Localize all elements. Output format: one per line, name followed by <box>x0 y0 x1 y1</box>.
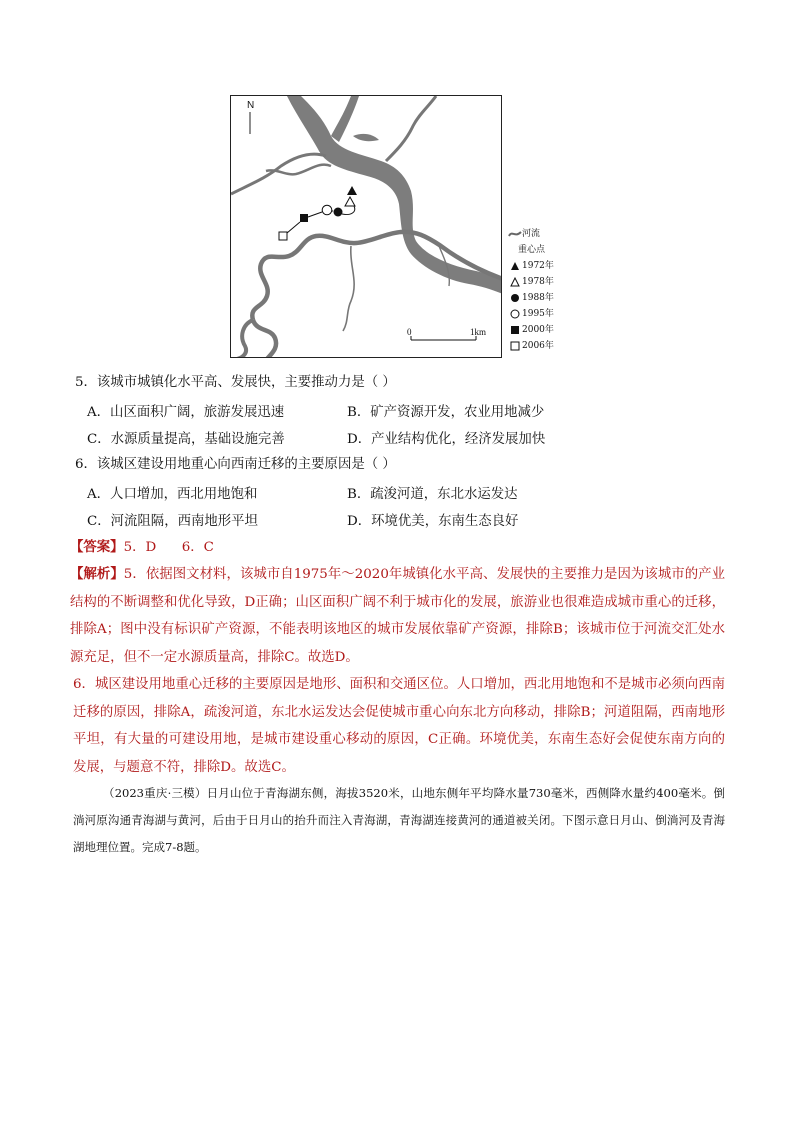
legend-1972 <box>508 258 554 274</box>
next-question-intro <box>73 780 725 861</box>
filled-triangle-icon <box>510 261 520 271</box>
legend-river <box>508 226 554 242</box>
river-branch-upper <box>331 96 359 142</box>
marker-2006 <box>279 232 287 240</box>
meandering-river <box>252 232 502 358</box>
marker-1995 <box>322 205 332 215</box>
tributary-south <box>343 246 354 331</box>
analysis-q5 <box>70 561 725 671</box>
question-5-stem: 5．该城市城镇化水平高、发展快，主要推动力是（ ） <box>75 375 396 390</box>
q6-option-b: B．疏浚河道，东北水运发达 <box>347 487 518 502</box>
river-icon <box>508 230 522 238</box>
legend-centroid-title: 重心点 <box>518 245 546 255</box>
q5-option-b: B．矿产资源开发，农业用地减少 <box>347 405 545 420</box>
legend-1995 <box>508 306 554 322</box>
analysis-q6: 6．城区建设用地重心迁移的主要原因是地形、面积和交通区位。人口增加，西北用地饱和不是城市必须向西南迁移的原因，排除A，疏浚河道，东北水运发达会促使城市重心向东北方向移动，排除B；河道阻隔，西南地形平坦，有大量的可建设用地，是城市建设重心移动的原因，C正确。环境优美，东南生态好会促使东南方向的发展，与题意不符，排除D。故选C。 <box>73 677 725 775</box>
map-legend <box>508 226 554 354</box>
legend-year-label: 1972年 <box>522 261 554 271</box>
marker-2000 <box>300 214 308 222</box>
legend-year-label: 2000年 <box>522 325 554 335</box>
legend-2006 <box>508 338 554 354</box>
q5-option-d: D．产业结构优化，经济发展加快 <box>347 432 546 447</box>
legend-river-label: 河流 <box>522 229 541 239</box>
map-drawing <box>231 96 502 358</box>
marker-1972 <box>347 186 357 195</box>
q5-option-c: C．水源质量提高，基础设施完善 <box>87 432 285 447</box>
legend-year-label: 2006年 <box>522 341 554 351</box>
scale-zero: 0 <box>407 327 412 337</box>
thin-river-north <box>386 96 436 161</box>
q6-option-d: D．环境优美，东南生态良好 <box>347 514 519 529</box>
answer-text: 5．D 6．C <box>123 540 214 555</box>
filled-circle-icon <box>510 293 520 303</box>
meandering-river-tail <box>237 320 253 358</box>
question-6-stem: 6．该城区建设用地重心向西南迁移的主要原因是（ ） <box>75 457 396 472</box>
analysis-q5-text: 5．依据图文材料，该城市自1975年～2020年城镇化水平高、发展快的主要推力是因为该城市的产业结构的不断调整和优化导致，D正确；山区面积广阔不利于城市化的发展，旅游业也很难造成城市重心的迁移，排除A；图中没有标识矿产资源，不能表明该地区的城市发展依靠矿产资源，排除B；该城市位于河流交汇处水源充足，但不一定水源质量高，排除C。故选D。 <box>70 567 725 665</box>
filled-square-icon <box>510 325 520 335</box>
marker-1988 <box>334 208 343 217</box>
hollow-square-icon <box>510 341 520 351</box>
q6-option-c: C．河流阻隔，西南地形平坦 <box>87 514 258 529</box>
legend-1988 <box>508 290 554 306</box>
hollow-triangle-icon <box>510 277 520 287</box>
q6-option-a: A．人口增加，西北用地饱和 <box>87 487 258 502</box>
intro-text: 日月山位于青海湖东侧，海拔3520米，山地东侧年平均降水量730毫米，西侧降水量约400毫米。倒淌河原沟通青海湖与黄河，后由于日月山的抬升而注入青海湖，青海湖连接黄河的通道被关闭。下图示意日月山、倒淌河及青海湖地理位置。完成7-8题。 <box>73 786 725 854</box>
legend-year-label: 1995年 <box>522 309 554 319</box>
answer-tag: 【答案】 <box>70 539 124 555</box>
city-map-figure <box>230 95 502 358</box>
legend-year-label: 1988年 <box>522 293 554 303</box>
centroid-path <box>287 206 355 233</box>
scale-distance: 1km <box>470 327 487 337</box>
hollow-circle-icon <box>510 309 520 319</box>
legend-year-label: 1978年 <box>522 277 554 287</box>
q5-option-a: A．山区面积广阔，旅游发展迅速 <box>87 405 285 420</box>
analysis-tag: 【解析】 <box>70 566 124 582</box>
river-branch-inlet <box>353 134 379 141</box>
legend-2000 <box>508 322 554 338</box>
answer-line <box>70 537 214 558</box>
north-label: N <box>247 100 255 111</box>
intro-source: （2023重庆·三模） <box>103 786 207 800</box>
legend-1978 <box>508 274 554 290</box>
marker-1978 <box>345 197 355 206</box>
thin-river-west <box>231 154 326 194</box>
